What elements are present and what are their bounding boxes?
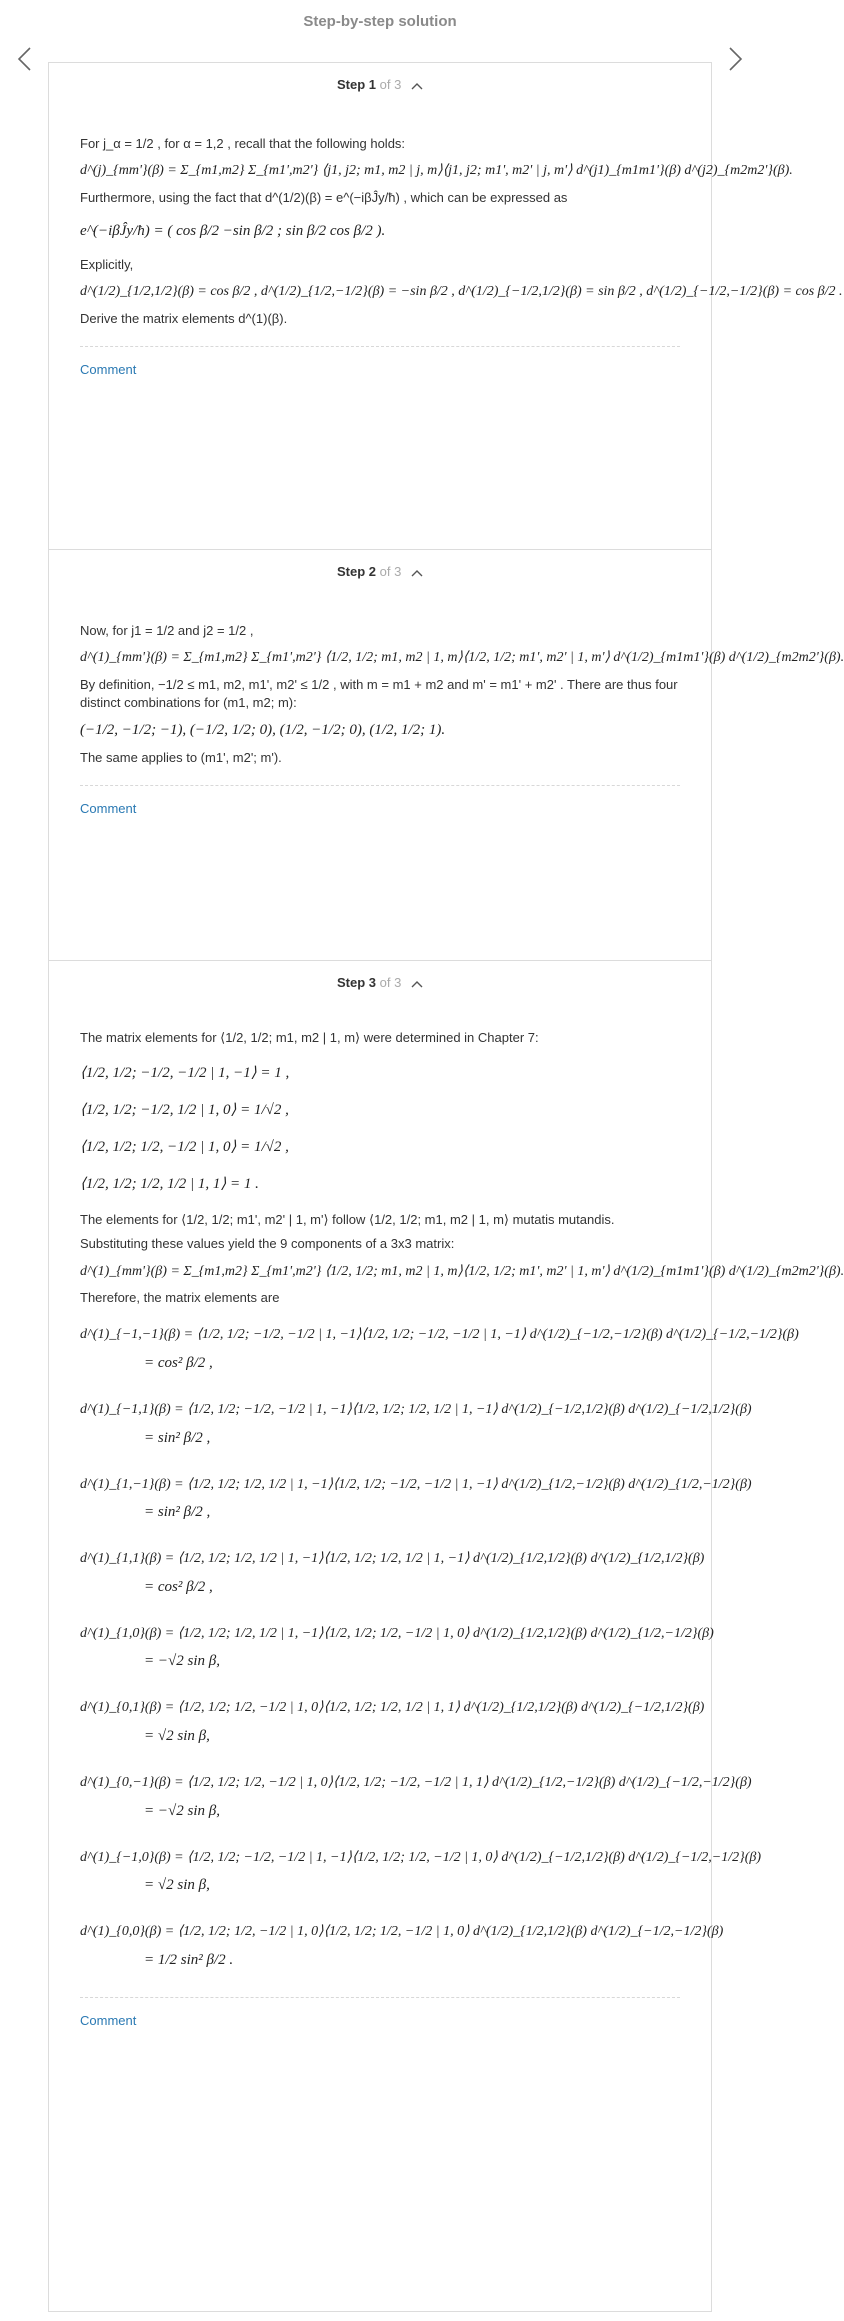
chevron-up-icon: [411, 64, 423, 108]
step-1-toggle[interactable]: [80, 63, 680, 107]
clebsch-gordan-value: ⟨1/2, 1/2; −1/2, 1/2 | 1, 0⟩ = 1/√2 ,: [80, 1102, 289, 1119]
comment-link[interactable]: Comment: [80, 2012, 137, 2028]
matrix-element-expression: d^(1)_{−1,−1}(β) = ⟨1/2, 1/2; −1/2, −1/2 | 1, −1⟩⟨1/2, 1/2; −1/2, −1/2 | 1, −1⟩ d^(1/2)_{−1/2,−1/2}(β) d^(1/2)_{−1/2,−1/2}(β): [80, 1327, 799, 1343]
matrix-element-expression: d^(1)_{1,1}(β) = ⟨1/2, 1/2; 1/2, 1/2 | 1, −1⟩⟨1/2, 1/2; 1/2, 1/2 | 1, −1⟩ d^(1/2)_{1/2,1/2}(β) d^(1/2)_{1/2,1/2}(β): [80, 1551, 705, 1567]
step-count: of 3: [379, 564, 402, 579]
step-1-section: [49, 63, 843, 550]
matrix-element-result: = 1/2 sin² β/2 .: [144, 1951, 234, 1968]
step-3-section: [49, 961, 844, 2311]
divider: [80, 1997, 680, 1998]
step-2-equation: d^(1)_{mm'}(β) = Σ_{m1,m2} Σ_{m1',m2'} ⟨1/2, 1/2; m1, m2 | 1, m⟩⟨1/2, 1/2; m1', m2' | 1, m'⟩ d^(1/2)_{m1m1'}(β) d^(1/2)_{m2m2'}(β).: [80, 650, 844, 666]
matrix-element-result: = cos² β/2 ,: [144, 1354, 213, 1371]
matrix-element-result: = cos² β/2 ,: [144, 1578, 213, 1595]
previous-solution-button[interactable]: [10, 40, 40, 78]
matrix-element-result: = √2 sin β,: [144, 1877, 210, 1894]
step-1-matrix: e^(−iβĴy/ħ) = ( cos β/2 −sin β/2 ; sin β/2 cos β/2 ).: [80, 222, 386, 239]
solution-card: [48, 62, 844, 2312]
chevron-up-icon: [411, 962, 423, 1006]
step-count: of 3: [379, 77, 402, 92]
divider: [80, 346, 680, 347]
step-2-toggle[interactable]: [80, 550, 680, 594]
matrix-element-expression: d^(1)_{0,−1}(β) = ⟨1/2, 1/2; 1/2, −1/2 | 1, 0⟩⟨1/2, 1/2; −1/2, −1/2 | 1, 1⟩ d^(1/2)_{1/2,−1/2}(β) d^(1/2)_{−1/2,−1/2}(β): [80, 1774, 752, 1790]
step-1-equation: d^(j)_{mm'}(β) = Σ_{m1,m2} Σ_{m1',m2'} ⟨j1, j2; m1, m2 | j, m⟩⟨j1, j2; m1', m2' | j, m'⟩ d^(j1)_{m1m1'}(β) d^(j2)_{m2m2'}(β).: [80, 163, 793, 179]
chevron-up-icon: [411, 551, 423, 595]
matrix-element-result: = sin² β/2 ,: [144, 1504, 211, 1521]
step-1-equation: d^(1/2)_{1/2,1/2}(β) = cos β/2 , d^(1/2)_{1/2,−1/2}(β) = −sin β/2 , d^(1/2)_{−1/2,1/2}(β) = sin β/2 , d^(1/2)_{−1/2,−1/2}(β) = cos β/2 .: [80, 284, 843, 300]
step-2-text: Now, for j1 = 1/2 and j2 = 1/2 ,: [80, 623, 254, 638]
clebsch-gordan-value: ⟨1/2, 1/2; 1/2, 1/2 | 1, 1⟩ = 1 .: [80, 1176, 259, 1193]
step-2-section: [49, 550, 844, 961]
step-label: Step 3: [337, 975, 377, 990]
comment-link[interactable]: Comment: [80, 801, 137, 817]
page-title: Step-by-step solution: [303, 13, 457, 30]
matrix-element-result: = sin² β/2 ,: [144, 1429, 211, 1446]
step-3-toggle[interactable]: [80, 961, 680, 1005]
next-solution-button[interactable]: [720, 40, 750, 78]
step-2-combinations: (−1/2, −1/2; −1), (−1/2, 1/2; 0), (1/2, −1/2; 0), (1/2, 1/2; 1).: [80, 722, 446, 739]
step-2-text: By definition, −1/2 ≤ m1, m2, m1', m2' ≤ 1/2 , with m = m1 + m2 and m' = m1' + m2' . There are thus four distinct combinations for (m1, m2; m):: [80, 676, 678, 710]
matrix-element-expression: d^(1)_{1,0}(β) = ⟨1/2, 1/2; 1/2, 1/2 | 1, −1⟩⟨1/2, 1/2; 1/2, −1/2 | 1, 0⟩ d^(1/2)_{1/2,1/2}(β) d^(1/2)_{1/2,−1/2}(β): [80, 1625, 714, 1641]
step-label: Step 2: [337, 564, 377, 579]
step-3-text: Substituting these values yield the 9 components of a 3x3 matrix:: [80, 1236, 455, 1252]
step-1-text: Explicitly,: [80, 256, 134, 272]
matrix-element-expression: d^(1)_{−1,0}(β) = ⟨1/2, 1/2; −1/2, −1/2 | 1, −1⟩⟨1/2, 1/2; 1/2, −1/2 | 1, 0⟩ d^(1/2)_{−1/2,1/2}(β) d^(1/2)_{−1/2,−1/2}(β): [80, 1849, 762, 1865]
clebsch-gordan-value: ⟨1/2, 1/2; 1/2, −1/2 | 1, 0⟩ = 1/√2 ,: [80, 1139, 289, 1156]
comment-link[interactable]: Comment: [80, 361, 137, 377]
chevron-right-icon: [720, 40, 750, 78]
step-3-text: The matrix elements for ⟨1/2, 1/2; m1, m2 | 1, m⟩ were determined in Chapter 7:: [80, 1030, 539, 1045]
clebsch-gordan-value: ⟨1/2, 1/2; −1/2, −1/2 | 1, −1⟩ = 1 ,: [80, 1065, 290, 1082]
step-1-text: Derive the matrix elements d^(1)(β).: [80, 310, 288, 326]
matrix-element-expression: d^(1)_{1,−1}(β) = ⟨1/2, 1/2; 1/2, 1/2 | 1, −1⟩⟨1/2, 1/2; −1/2, −1/2 | 1, −1⟩ d^(1/2)_{1/2,−1/2}(β) d^(1/2)_{1/2,−1/2}(β): [80, 1476, 752, 1492]
matrix-element-expression: d^(1)_{0,0}(β) = ⟨1/2, 1/2; 1/2, −1/2 | 1, 0⟩⟨1/2, 1/2; 1/2, −1/2 | 1, 0⟩ d^(1/2)_{1/2,1/2}(β) d^(1/2)_{−1/2,−1/2}(β): [80, 1924, 724, 1940]
matrix-element-result: = −√2 sin β,: [144, 1653, 220, 1670]
step-1-text: For j_α = 1/2 , for α = 1,2 , recall that the following holds:: [80, 136, 406, 151]
step-2-text: The same applies to (m1', m2'; m').: [80, 750, 282, 766]
matrix-element-result: = −√2 sin β,: [144, 1802, 220, 1819]
step-3-text: Therefore, the matrix elements are: [80, 1290, 280, 1306]
step-count: of 3: [379, 975, 402, 990]
matrix-element-expression: d^(1)_{0,1}(β) = ⟨1/2, 1/2; 1/2, −1/2 | 1, 0⟩⟨1/2, 1/2; 1/2, 1/2 | 1, 1⟩ d^(1/2)_{1/2,1/2}(β) d^(1/2)_{−1/2,1/2}(β): [80, 1700, 705, 1716]
matrix-element-result: = √2 sin β,: [144, 1727, 210, 1744]
step-3-equation: d^(1)_{mm'}(β) = Σ_{m1,m2} Σ_{m1',m2'} ⟨1/2, 1/2; m1, m2 | 1, m⟩⟨1/2, 1/2; m1', m2' | 1, m'⟩ d^(1/2)_{m1m1'}(β) d^(1/2)_{m2m2'}(β).: [80, 1263, 844, 1279]
step-3-text: The elements for ⟨1/2, 1/2; m1', m2' | 1, m'⟩ follow ⟨1/2, 1/2; m1, m2 | 1, m⟩ mutatis mutandis.: [80, 1212, 615, 1228]
matrix-element-expression: d^(1)_{−1,1}(β) = ⟨1/2, 1/2; −1/2, −1/2 | 1, −1⟩⟨1/2, 1/2; 1/2, 1/2 | 1, −1⟩ d^(1/2)_{−1/2,1/2}(β) d^(1/2)_{−1/2,1/2}(β): [80, 1401, 752, 1417]
step-label: Step 1: [337, 77, 377, 92]
chevron-left-icon: [10, 40, 40, 78]
step-1-text: Furthermore, using the fact that d^(1/2)(β) = e^(−iβĴy/ħ) , which can be expressed as: [80, 189, 568, 205]
divider: [80, 785, 680, 786]
